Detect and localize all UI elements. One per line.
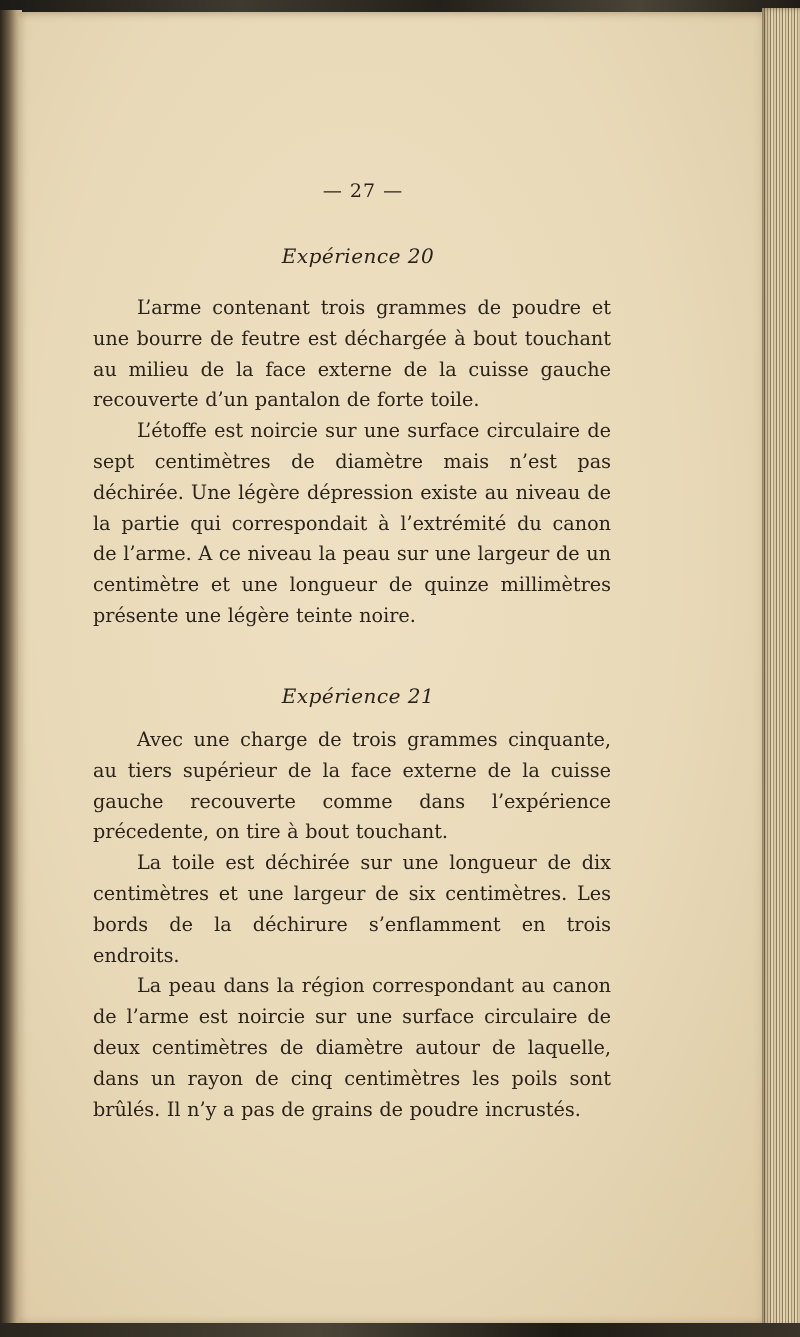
section-body-experience-20	[93, 293, 611, 632]
page-number: — 27 —	[322, 180, 404, 202]
paragraph: Avec une charge de trois grammes cinquante, au tiers supérieur de la face externe de la cuisse gauche recouverte comme dans l’expérience précedente, on tire à bout touchant.	[93, 728, 611, 844]
section-body-experience-21	[93, 725, 611, 1125]
section-heading-experience-21: Expérience 21	[281, 684, 435, 708]
section-heading-experience-20: Expérience 20	[281, 244, 435, 268]
paragraph: L’étoffe est noircie sur une surface circulaire de sept centimètres de diamètre mais n’est pas déchirée. Une légère dépression existe au niveau de la partie qui correspondait à l’extrémité du canon de l’arme. A ce niveau la peau sur une largeur de un centimètre et une longueur de quinze millimètres présente une légère teinte noire.	[93, 419, 611, 627]
paragraph: L’arme contenant trois grammes de poudre et une bourre de feutre est déchargée à bout touchant au milieu de la face externe de la cuisse gauche recouverte d’un pantalon de forte toile.	[93, 296, 611, 412]
paragraph: La peau dans la région correspondant au canon de l’arme est noircie sur une surface circulaire de deux centimètres de diamètre autour de laquelle, dans un rayon de cinq centimètres les poils sont brûlés. Il n’y a pas de grains de poudre incrustés.	[93, 974, 611, 1121]
paragraph: La toile est déchirée sur une longueur de dix centimètres et une largeur de six centimètres. Les bords de la déchirure s’enflamment en trois endroits.	[93, 851, 611, 967]
binding-bottom-edge	[0, 1323, 800, 1337]
page-sheet	[18, 12, 770, 1325]
page-stack-edge	[762, 8, 800, 1328]
